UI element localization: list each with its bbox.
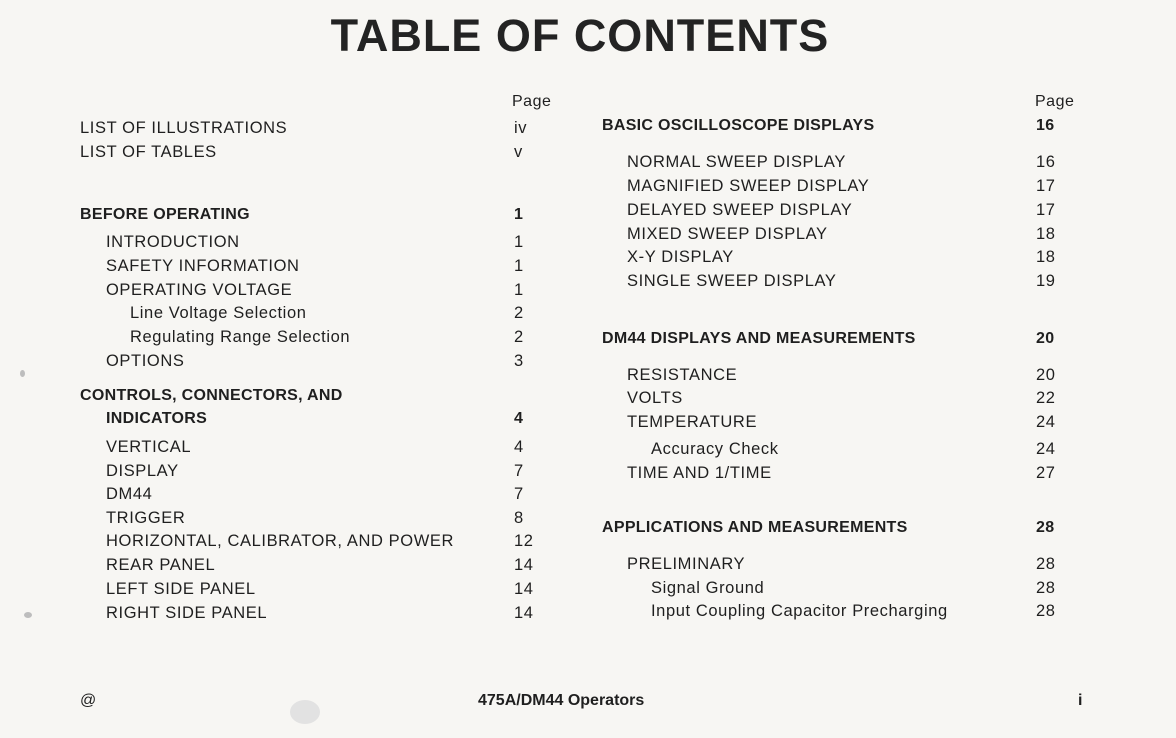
toc-entry-title: DISPLAY: [106, 462, 179, 480]
toc-entry-title: RIGHT SIDE PANEL: [106, 604, 268, 622]
scan-speck: [24, 612, 32, 618]
toc-entry-title: TEMPERATURE: [627, 413, 758, 431]
toc-entry-page: 1: [514, 233, 524, 251]
toc-entry-page: 8: [514, 509, 524, 527]
toc-entry-title: LEFT SIDE PANEL: [106, 580, 256, 598]
toc-entry-page: 20: [1036, 366, 1056, 384]
toc-entry-title: Line Voltage Selection: [130, 304, 307, 322]
toc-entry-title: SAFETY INFORMATION: [106, 257, 300, 275]
toc-entry-title: DM44 DISPLAYS AND MEASUREMENTS: [602, 330, 916, 347]
toc-entry-page: 7: [514, 485, 524, 503]
toc-entry-title: INDICATORS: [106, 410, 208, 427]
left-page-header: Page: [512, 93, 552, 110]
scan-speck: [20, 370, 25, 377]
toc-entry-page: 22: [1036, 389, 1056, 407]
toc-entry-title: REAR PANEL: [106, 556, 216, 574]
toc-entry-title: DELAYED SWEEP DISPLAY: [627, 201, 853, 219]
toc-entry-title: LIST OF TABLES: [80, 143, 217, 161]
toc-entry-page: 28: [1036, 579, 1056, 597]
toc-entry-page: 18: [1036, 248, 1056, 266]
toc-entry-page: 4: [514, 410, 524, 427]
toc-entry-title: X-Y DISPLAY: [627, 248, 734, 266]
toc-entry-title: VERTICAL: [106, 438, 192, 456]
toc-entry-page: 2: [514, 304, 524, 322]
toc-entry-title: OPTIONS: [106, 352, 185, 370]
toc-entry-title: INTRODUCTION: [106, 233, 240, 251]
toc-entry-page: 12: [514, 532, 534, 550]
toc-entry-title: SINGLE SWEEP DISPLAY: [627, 272, 837, 290]
toc-entry-page: 19: [1036, 272, 1056, 290]
toc-entry-title: APPLICATIONS AND MEASUREMENTS: [602, 519, 908, 536]
toc-entry-page: 14: [514, 556, 534, 574]
toc-entry-page: 3: [514, 352, 524, 370]
toc-entry-page: 18: [1036, 225, 1056, 243]
toc-entry-page: 2: [514, 328, 524, 346]
toc-entry-page: 28: [1036, 555, 1056, 573]
toc-entry-title: NORMAL SWEEP DISPLAY: [627, 153, 846, 171]
toc-entry-page: 14: [514, 580, 534, 598]
toc-entry-page: 4: [514, 438, 524, 456]
toc-entry-page: 24: [1036, 440, 1056, 458]
toc-entry-title: MAGNIFIED SWEEP DISPLAY: [627, 177, 870, 195]
toc-entry-title: Accuracy Check: [651, 440, 779, 458]
toc-entry-title: TIME AND 1/TIME: [627, 464, 772, 482]
toc-entry-title: LIST OF ILLUSTRATIONS: [80, 119, 288, 137]
toc-entry-page: 14: [514, 604, 534, 622]
toc-entry-title: Signal Ground: [651, 579, 765, 597]
footer-center: 475A/DM44 Operators: [478, 692, 645, 709]
toc-entry-title: Regulating Range Selection: [130, 328, 351, 346]
toc-entry-page: 7: [514, 462, 524, 480]
toc-entry-title: RESISTANCE: [627, 366, 738, 384]
toc-entry-page: 28: [1036, 519, 1055, 536]
toc-entry-title: VOLTS: [627, 389, 683, 407]
toc-entry-title: TRIGGER: [106, 509, 186, 527]
toc-entry-title: PRELIMINARY: [627, 555, 746, 573]
toc-entry-title: DM44: [106, 485, 153, 503]
toc-entry-page: 28: [1036, 602, 1056, 620]
toc-entry-page: iv: [514, 119, 528, 137]
toc-entry-page: 1: [514, 281, 524, 299]
toc-entry-page: 1: [514, 206, 524, 223]
toc-entry-title: Input Coupling Capacitor Precharging: [651, 602, 948, 620]
toc-entry-page: 27: [1036, 464, 1056, 482]
toc-entry-page: 16: [1036, 153, 1056, 171]
toc-entry-page: 20: [1036, 330, 1055, 347]
toc-entry-page: v: [514, 143, 523, 161]
toc-entry-title: CONTROLS, CONNECTORS, AND: [80, 387, 343, 404]
footer-right: i: [1078, 692, 1083, 709]
toc-entry-page: 24: [1036, 413, 1056, 431]
right-page-header: Page: [1035, 93, 1075, 110]
toc-entry-page: 16: [1036, 117, 1055, 134]
toc-entry-page: 17: [1036, 201, 1056, 219]
scan-speck: [290, 700, 320, 724]
footer-left: @: [80, 692, 97, 709]
toc-entry-title: BASIC OSCILLOSCOPE DISPLAYS: [602, 117, 875, 134]
toc-entry-title: BEFORE OPERATING: [80, 206, 250, 223]
toc-entry-page: 1: [514, 257, 524, 275]
toc-entry-page: 17: [1036, 177, 1056, 195]
toc-entry-title: HORIZONTAL, CALIBRATOR, AND POWER: [106, 532, 455, 550]
page-title: TABLE OF CONTENTS: [330, 10, 830, 61]
toc-entry-title: MIXED SWEEP DISPLAY: [627, 225, 828, 243]
toc-entry-title: OPERATING VOLTAGE: [106, 281, 293, 299]
